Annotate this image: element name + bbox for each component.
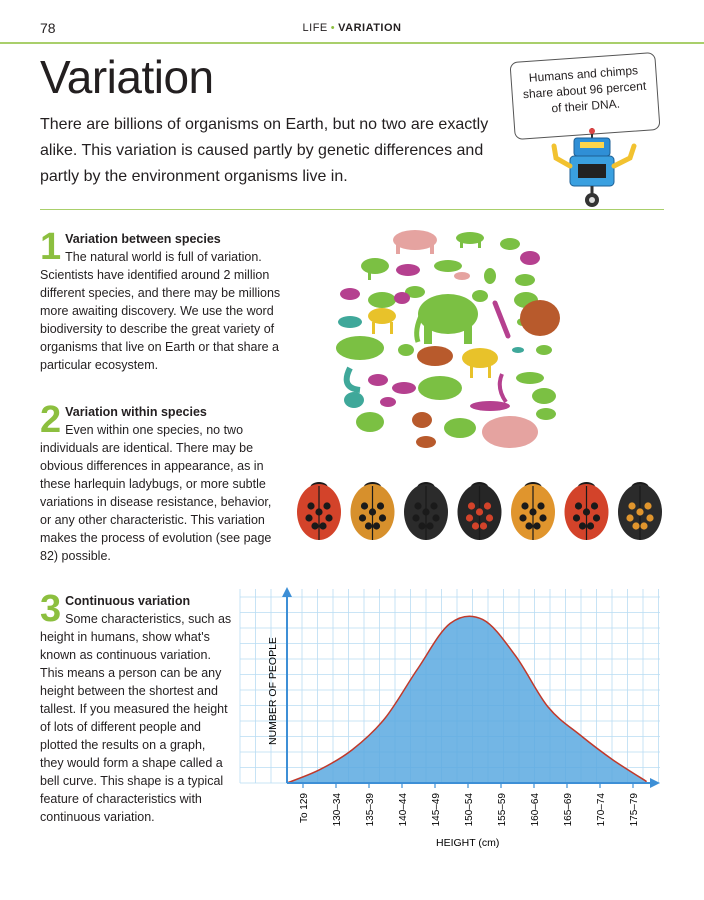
animal-biodiversity-illustration (330, 218, 560, 454)
ladybug-icon (458, 482, 502, 540)
running-head-section: LIFE (302, 22, 328, 34)
ladybug-icon (297, 482, 341, 540)
page-number: 78 (40, 20, 56, 36)
ladybug-icon (404, 482, 448, 540)
running-head-topic: VARIATION (338, 22, 402, 34)
y-axis-label: NUMBER OF PEOPLE (267, 637, 279, 745)
running-head (0, 22, 704, 34)
section-body: Even within one species, no two individuals are identical. There may be obvious differences in appearance, as in these harlequin ladybugs, or more subtle variations in disease resistance, behavior, or any other characteristic. This variation makes the process of evolution (see page 82) possible. (40, 423, 272, 563)
intro-text: There are billions of organisms on Earth, but no two are exactly alike. This variation is caused partly by genetic differences and partly by the environment organisms live in. (40, 116, 489, 185)
x-axis-label: HEIGHT (cm) (436, 837, 500, 849)
x-tick-label: 135–39 (365, 793, 376, 827)
ladybug-icon (618, 482, 662, 540)
section-variation-within-species (40, 399, 280, 565)
bullet-icon: • (330, 22, 336, 34)
section-number: 2 (40, 399, 62, 441)
x-tick-label: 130–34 (332, 793, 343, 827)
section-continuous-variation (40, 588, 232, 826)
animal-silhouettes (336, 230, 560, 448)
section-variation-between-species (40, 226, 302, 374)
page-title: Variation (40, 51, 214, 103)
section-heading: Continuous variation (65, 594, 191, 608)
x-tick-label: 175–79 (629, 793, 640, 827)
ladybug-icon (351, 482, 395, 540)
bell-curve-area (287, 616, 646, 783)
section-number: 3 (40, 588, 62, 630)
robot-mascot-icon (548, 128, 644, 212)
ladybug-row (292, 470, 670, 542)
y-axis-arrow-icon (282, 587, 292, 597)
section-body: The natural world is full of variation. Scientists have identified around 2 million different species, and there may be millions more awaiting discovery. We use the word biodiversity to describe the great variety of organisms that live on Earth or that share a particular ecosystem. (40, 250, 281, 372)
bell-curve-chart (236, 585, 664, 850)
x-tick-label: 140–44 (398, 793, 409, 827)
x-tick-label: 165–69 (563, 793, 574, 827)
section-number: 1 (40, 226, 62, 268)
x-tick-label: 160–64 (530, 793, 541, 827)
section-body: Some characteristics, such as height in humans, show what's known as continuous variation. This means a person can be any height between the shortest and tallest. If you measured the height of lots of different people and plotted the results on a graph, they would form a shape called a bell curve. This shape is a typical feature of characteristics with continuous variation. (40, 612, 232, 824)
x-tick-label: 150–54 (464, 793, 475, 827)
ladybug-icon (565, 482, 609, 540)
x-tick-label: 155–59 (497, 793, 508, 827)
section-heading: Variation between species (65, 232, 221, 246)
header-rule (0, 42, 704, 44)
callout-box (509, 52, 660, 140)
x-tick-label: 145–49 (431, 793, 442, 827)
x-tick-label: To 129 (299, 793, 310, 824)
callout-text: Humans and chimps share about 96 percent of their DNA. (522, 63, 647, 116)
x-tick-label: 170–74 (596, 793, 607, 827)
ladybug-icon (511, 482, 555, 540)
section-heading: Variation within species (65, 405, 207, 419)
